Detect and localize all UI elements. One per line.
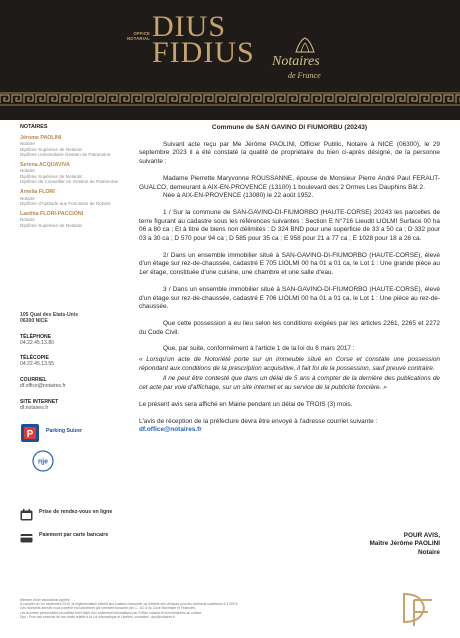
- notary-detail: Notaire: [20, 141, 35, 146]
- marianne-emblem-icon: [294, 36, 316, 54]
- appointment-label: Prise de rendez-vous en ligne: [39, 509, 113, 515]
- fax-number: 04.22.45.13.55: [20, 361, 54, 368]
- email-link[interactable]: df.office@notaires.fr: [20, 383, 66, 390]
- notary-name: Serena ACQUAVIVA: [20, 161, 70, 168]
- de-france-label: de France: [288, 71, 321, 80]
- footer-legal-note: [20, 598, 340, 619]
- notice-title: Commune de SAN GAVINO DI FIUMORBU (20243): [211, 124, 368, 131]
- notary-detail: Diplôme d'Aptitude aux Fonctions de Notaire: [20, 201, 111, 207]
- notice-body: [139, 124, 440, 435]
- paragraph: L'avis de réception de la préfecture devra être envoyé à l'adresse courriel suivante :: [139, 417, 378, 425]
- signature-line: Notaire: [417, 548, 440, 556]
- df-monogram-logo: [400, 588, 436, 628]
- office-label: OFFICE NOTARIAL: [127, 31, 150, 41]
- notary-detail: Diplôme Supérieur de Notariat: [20, 146, 82, 152]
- svg-text:nje: nje: [37, 458, 49, 466]
- notary-detail: Diplôme Universitaire Gestion de Patrimoine: [20, 152, 111, 158]
- paragraph: 3 / Dans un ensemble immobilier situé à SAN-GAVINO-DI-FIUMORBO (HAUTE-CORSE), élevé d'un étage sur rez-de-chaussée, cadastré E 706 LIOLMI 00 ha 01 a 01 ca, le Lot 1 : Une pièce au rez-de-chaussée.: [139, 285, 440, 311]
- phone-number[interactable]: 04.22.45.13.80: [20, 340, 54, 347]
- notary-entry: [20, 211, 126, 229]
- calendar-icon: [20, 509, 33, 521]
- paragraph: Suivant acte reçu par Me Jérôme PAOLINI, Officier Public, Notaire à NICE (06300), le 29 septembre 2023 il a été constaté la qualité de propriétaire du bien ci-après désigné, de la personne suivante :: [139, 140, 440, 166]
- address-line: 06300 NICE: [20, 318, 48, 325]
- credit-card-icon: [20, 532, 33, 544]
- website-link[interactable]: df.notaires.fr: [20, 405, 49, 412]
- brand-logo-text: [152, 10, 255, 69]
- notary-detail: Diplôme Supérieur de Notariat: [20, 222, 82, 228]
- notary-detail: Notaire: [20, 195, 35, 201]
- notary-entry: [20, 162, 126, 185]
- notary-name: Amelia FLORI: [20, 189, 55, 196]
- website-block: [20, 399, 126, 411]
- contact-email-link[interactable]: df.office@notaires.fr: [139, 426, 202, 434]
- header-banner: [0, 0, 460, 120]
- payment-label: Paiement par carte bancaire: [39, 532, 109, 538]
- footer-line: Membre d'une association agréée.: [20, 598, 71, 602]
- paragraph: Le présent avis sera affiché en Mairie pendant un délai de TROIS (3) mois.: [139, 400, 353, 408]
- quoted-law-paragraph: Il ne peut être contesté que dans un délai de 5 ans à compter de la dernière des publications de cet acte par voie d'affichage, sur un site internet et au service de la publicité foncière. »: [139, 375, 440, 392]
- paragraph: 2/ Dans un ensemble immobilier situé à SAN-GAVINO-DI-FIUMORBO (HAUTE-CORSE), élevé d'un étage sur rez-de-chaussée, cadastré E 705 LIOLMI 00 ha 01 a 01 ca, le Lot 1 : Une grande pièce au 1er étage, constituée d'une cuisine, une chambre et une salle d'eau.: [139, 251, 440, 277]
- brand-line-1: DIUS: [152, 10, 227, 43]
- paragraph: Que cette possession a eu lieu selon les conditions exigées par les articles 2261, 2265 et 2272 du Code Civil.: [139, 319, 440, 336]
- paragraph: Que, par suite, conformément à l'article 1 de la loi du 6 mars 2017 :: [163, 345, 355, 353]
- notary-entry: [20, 189, 126, 207]
- quoted-law-paragraph: « Lorsqu'un acte de Notoriété porte sur un immeuble situé en Corse et constate une possession répondant aux conditions de la prescription acquisitive, il fait foi de la possession, sauf preuve contraire.: [139, 356, 440, 372]
- parking-label: Parking Suizer: [46, 428, 83, 434]
- signature-line: POUR AVIS,: [403, 532, 440, 539]
- email-block: [20, 377, 126, 389]
- footer-line: Dpo : Pour tout exercice de vos droits relatifs à la Loi Informatique et Libertés, contactez : dpo@notaires.fr: [20, 614, 175, 619]
- paragraph: Née à AIX-EN-PROVENCE (13080) le 22 août 1952.: [163, 192, 314, 200]
- notary-detail: Diplôme de Conseiller en Gestion de Patrimoine: [20, 179, 119, 185]
- notary-detail: Diplôme Supérieur de Notariat: [20, 173, 82, 179]
- phone-block: [20, 334, 126, 346]
- nje-badge-icon: [32, 450, 54, 472]
- notary-detail: Notaire: [20, 217, 35, 223]
- notaires-label: Notaires: [272, 54, 320, 69]
- signature-block: [320, 532, 440, 557]
- parking-sign-icon: [20, 423, 40, 443]
- signature-line: Maître Jérôme PAOLINI: [369, 540, 440, 548]
- address-line: 105 Quai des Etats-Unis: [20, 312, 79, 318]
- notaires-section-title: NOTAIRES: [20, 124, 48, 130]
- office-address: [20, 312, 126, 324]
- paragraph: 1 / Sur la commune de SAN-GAVINO-DI-FIUMORBO (HAUTE-CORSE) 20243 les parcelles de terre figurant au cadastre sous les références suivantes : Section E N°716 Lieudit LIOLMI Surface 00 ha 06 a 80 ca ; Et à titre de biens non délimités : D 324 BND pour une superficie de 33 a 50 ca ; D 332 pour 03 a 30 ca ; D 570 pour 94 ca ; D 585 pour 35 ca ; E 958 pour 21 a 77 ca ; E 1028 pour 18 a 28 ca.: [139, 208, 440, 243]
- website-label: SITE INTERNET: [20, 399, 59, 405]
- brand-line-2: FIDIUS: [152, 36, 255, 69]
- fax-label: TÉLÉCOPIE: [20, 355, 49, 361]
- notary-name: Jérome PAOLINI: [20, 134, 62, 141]
- svg-text:P: P: [26, 429, 34, 440]
- fax-block: [20, 355, 126, 367]
- parking-row: [20, 423, 130, 443]
- footer-line: Ces montants devront nous parvenir exclusivement par virement bancaire (art. L. 112-6 du Code Monétaire et Financier).: [20, 606, 197, 611]
- phone-label: TÉLÉPHONE: [20, 334, 52, 340]
- notary-detail: Notaire: [20, 168, 35, 174]
- notary-name: Laetitia FLORI-PACCIONI: [20, 210, 84, 217]
- footer-line: Les données personnelles recueillies font l'objet d'un traitement informatique par l'Office notarial et sont destinées au notaire.: [20, 610, 203, 615]
- footer-line: A compter du 1er septembre 2015, la réglementation interdit aux notaires d'accepter ou d'établir des chèques pour les montants supérieurs à 3.000 €.: [20, 602, 239, 607]
- sidebar: [20, 124, 126, 232]
- appointment-row[interactable]: [20, 509, 130, 521]
- email-label: COURRIEL: [20, 377, 47, 383]
- greek-key-border: [0, 92, 460, 106]
- paragraph: Madame Pierrette Maryvonne ROUSSANNE, épouse de Monsieur Pierre André Paul FERAUT-GUALCO, demeurant à AIX-EN-PROVENCE (13100) 1 boulevard des 2 Ormes Les Dauphins Bât 2.: [139, 174, 440, 191]
- notary-entry: [20, 135, 126, 158]
- payment-row: [20, 532, 130, 544]
